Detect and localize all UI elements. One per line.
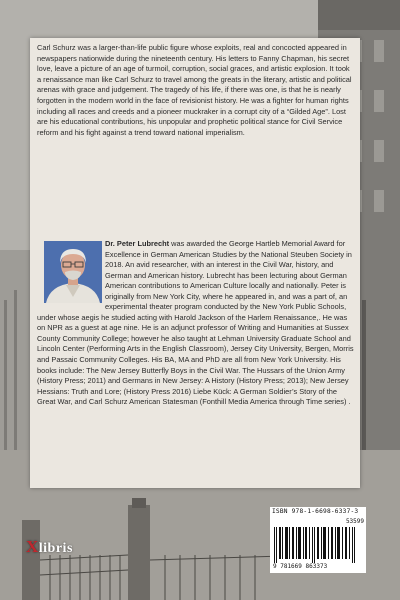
author-bio-text: was awarded the George Hartleb Memorial Award for Excellence in German American Studies by the National Steuben Society in 2018. An avid researcher, with an interest in the Civil War, history, and German and American history. Lubrecht has been lecturing about German American contributions to American Culture locally and nationally. Peter is originally from New York City, where he appeared in, and was a part of, an experimental theater program conducted by the New York Public Schools, under whose aegis he studied acting with Harold Jackson of the Harlem Renaissance,. He was on NPR as a guest at age nine. He is an adjunct professor of Writing and Humanities at Sussex County Community College; however he also taught at Lehman University Graduate School and Lincoln Center (Performing Arts in the English Classroom), Jersey City University, Bergen, Morris and Passaic Community Colleges. His BA, MA and PhD are all from New York University. His books include: The New Jersey Butterfly Boys in the Civil War. The Hussars of the Union Army (History Press; 2011) and Germans in New Jersey: A History (History Press; 2013); New Jersey Hessians: Truth and Lore; (History Press 2016) Liebe Kück: A German Soldier’s Story of the Great War, and Carl Schurz American Statesman (Fonthill Media America through Time series) . bbox=[37, 239, 354, 407]
logo-wordmark: libris bbox=[38, 541, 73, 556]
author-bio bbox=[37, 239, 355, 408]
author-name: Dr. Peter Lubrecht bbox=[105, 239, 170, 248]
publisher-logo bbox=[26, 537, 73, 557]
logo-x-mark: X bbox=[26, 537, 39, 556]
isbn-number: ISBN 978-1-6698-6337-3 bbox=[272, 508, 359, 515]
photo-spacer bbox=[37, 239, 105, 303]
barcode-digits: 9 781669 863373 bbox=[273, 563, 328, 570]
barcode-bars bbox=[274, 527, 362, 563]
book-blurb: Carl Schurz was a larger-than-life public figure whose exploits, real and concocted appeared in newspapers nationwide during the nineteenth century. His letters to Fanny Chapman, his secret love, leave a picture of an age of turmoil, corruption, social graces, and artistic explosion. It took a renaissance man like Carl Schurz to travel among the greats in the literary, artistic and political arenas with grace and judgement. The tragedy of his life, if there was one, is that he is nearly forgotten in the modern world in the face of revisionist history. He was a fighter for human rights including all races and creeds and a pioneer muckraker in a corrupt city of a “Gilded Age”. Lost are his educational contributions, his unpopular and prophetic political stance for Civil Service reform and his fight against a trend toward national imperialism. bbox=[37, 43, 352, 137]
price-code: 53599 bbox=[345, 518, 364, 525]
isbn-barcode bbox=[270, 507, 366, 573]
